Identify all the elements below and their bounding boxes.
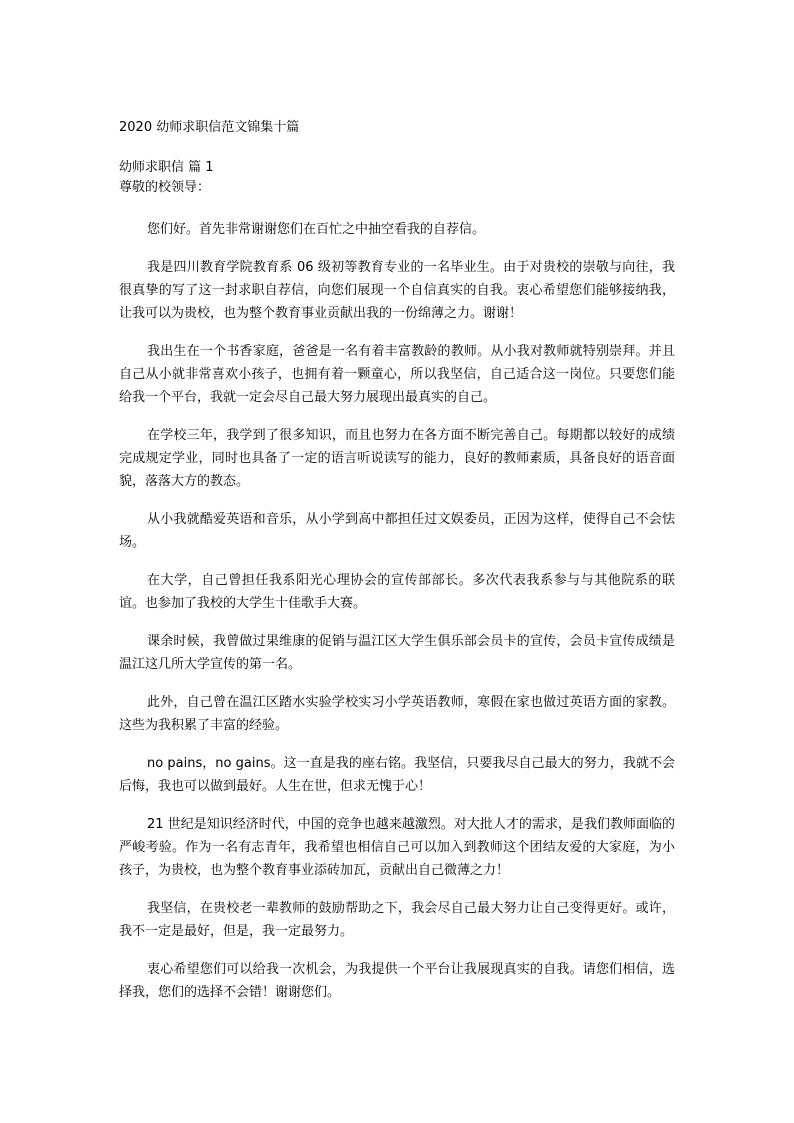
paragraph-8: 此外，自己曾在温江区踏水实验学校实习小学英语教师，寒假在家也做过英语方面的家教。这些为我积累了丰富的经验。: [119, 695, 675, 733]
paragraph-11: 我坚信，在贵校老一辈教师的鼓励帮助之下，我会尽自己最大努力让自己变得更好。或许，我不一定是最好，但是，我一定最努力。: [119, 901, 675, 939]
paragraph-2: 我是四川教育学院教育系 06 级初等教育专业的一名毕业生。由于对贵校的崇敬与向往，我很真挚的写了这一封求职自荐信，向您们展现一个自信真实的自我。衷心希望您们能够接纳我，让我可以为贵校，也为整个教育事业贡献出我的一份绵薄之力。谢谢！: [119, 260, 675, 321]
paragraph-12: 衷心希望您们可以给我一次机会，为我提供一个平台让我展现真实的自我。请您们相信，选择我，您们的选择不会错！谢谢您们。: [119, 962, 675, 1000]
greeting: 尊敬的校领导：: [119, 180, 211, 195]
paragraph-3: 我出生在一个书香家庭，爸爸是一名有着丰富教龄的教师。从小我对教师就特别崇拜。并且自己从小就非常喜欢小孩子，也拥有着一颗童心，所以我坚信，自己适合这一岗位。只要您们能给我一个平台，我就一定会尽自己最大努力展现出最真实的自己。: [119, 344, 675, 405]
document-title: 2020 幼师求职信范文锦集十篇: [119, 120, 300, 135]
paragraph-1: 您们好。首先非常谢谢您们在百忙之中抽空看我的自荐信。: [147, 222, 486, 237]
paragraph-9: no pains，no gains。这一直是我的座右铭。我坚信，只要我尽自己最大的努力，我就不会后悔，我也可以做到最好。人生在世，但求无愧于心！: [119, 756, 675, 794]
paragraph-4: 在学校三年，我学到了很多知识，而且也努力在各方面不断完善自己。每期都以较好的成绩完成规定学业，同时也具备了一定的语言听说读写的能力，良好的教师素质，具备良好的语音面貌，落落大方的教态。: [119, 428, 675, 489]
paragraph-6: 在大学，自己曾担任我系阳光心理协会的宣传部部长。多次代表我系参与与其他院系的联谊。也参加了我校的大学生十佳歌手大赛。: [119, 573, 675, 611]
paragraph-7: 课余时候，我曾做过果维康的促销与温江区大学生俱乐部会员卡的宣传，会员卡宣传成绩是温江这几所大学宣传的第一名。: [119, 634, 675, 672]
section-title: 幼师求职信 篇 1: [119, 160, 214, 175]
paragraph-5: 从小我就酷爱英语和音乐，从小学到高中都担任过文娱委员，正因为这样，使得自己不会怯场。: [119, 512, 675, 550]
document-page: [119, 118, 675, 1019]
paragraph-10: 21 世纪是知识经济时代，中国的竞争也越来越激烈。对大批人才的需求，是我们教师面临的严峻考验。作为一名有志青年，我希望也相信自己可以加入到教师这个团结友爱的大家庭，为小孩子，为贵校，也为整个教育事业添砖加瓦，贡献出自己微薄之力！: [119, 817, 675, 878]
